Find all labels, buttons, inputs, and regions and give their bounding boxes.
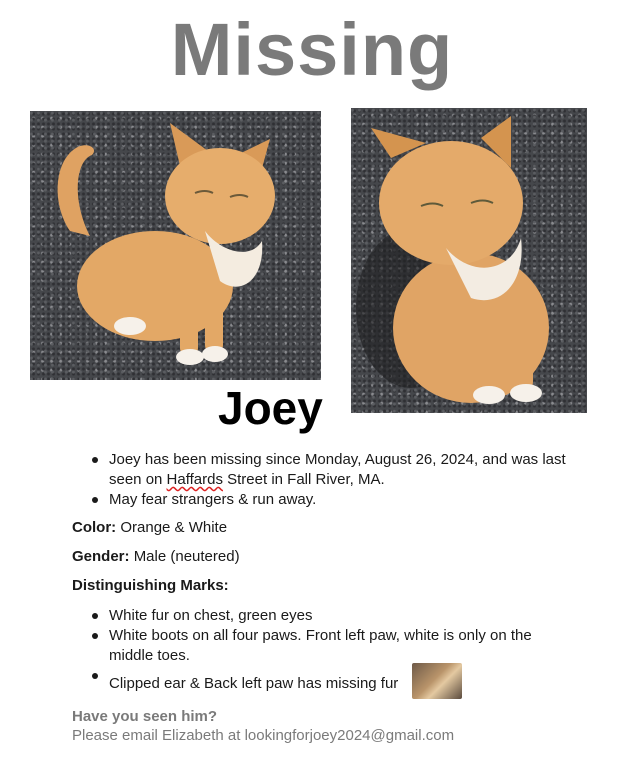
cat-photo-sitting (351, 108, 587, 413)
cat-photo-standing (30, 111, 321, 380)
cat-name: Joey (218, 382, 323, 434)
paw-thumbnail (412, 663, 462, 699)
cat-sitting-illustration (351, 108, 587, 413)
list-item: Clipped ear & Back left paw has missing fur (72, 666, 572, 702)
street-name: Haffards (166, 471, 223, 488)
list-item: Joey has been missing since Monday, August 26, 2024, and was last seen on Haffards Street in Fall River, MA. (72, 450, 572, 490)
footer-question: Have you seen him? (72, 708, 218, 725)
poster-title: Missing (170, 8, 454, 91)
footer-contact: Please email Elizabeth at lookingforjoey2024@gmail.com (72, 727, 455, 744)
marks-list (72, 606, 572, 702)
marks-heading: Distinguishing Marks: (72, 577, 229, 594)
list-item: May fear strangers & run away. (72, 490, 572, 510)
details-list (72, 450, 572, 510)
gender-field: Gender: Male (neutered) (72, 548, 240, 565)
list-item: White boots on all four paws. Front left paw, white is only on the middle toes. (72, 626, 572, 666)
list-item: White fur on chest, green eyes (72, 606, 572, 626)
cat-standing-illustration (30, 111, 321, 380)
color-field: Color: Orange & White (72, 519, 228, 536)
